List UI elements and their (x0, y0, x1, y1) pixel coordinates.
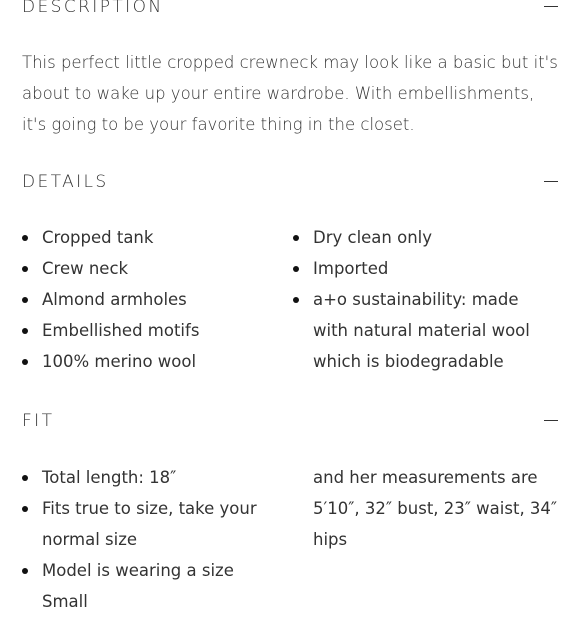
list-item: Embellished motifs (22, 315, 272, 346)
minus-icon[interactable] (544, 409, 558, 433)
description-text: This perfect little cropped crewneck may look like a basic but it's about to wake up your entire wardrobe. With embellishments, it's going to be your favorite thing in the closet. (22, 53, 558, 134)
fit-measurements-text: and her measurements are 5′10″, 32″ bust, 23″ waist, 34″ hips (313, 468, 558, 549)
list-item: 100% merino wool (22, 346, 272, 377)
list-item: Model is wearing a size Small (22, 555, 277, 617)
list-item: Crew neck (22, 253, 272, 284)
details-title: DETAILS (22, 172, 109, 192)
list-item: Cropped tank (22, 222, 272, 253)
minus-icon[interactable] (544, 170, 558, 194)
minus-icon[interactable] (544, 0, 558, 19)
list-item: Imported (293, 253, 558, 284)
list-item: Almond armholes (22, 284, 272, 315)
fit-list-left (22, 462, 277, 617)
list-item: Total length: 18″ (22, 462, 277, 493)
fit-title: FIT (22, 411, 55, 431)
list-item: Fits true to size, take your normal size (22, 493, 277, 555)
details-list-left (22, 222, 272, 377)
description-title: DESCRIPTION (22, 0, 164, 17)
list-item: Dry clean only (293, 222, 558, 253)
list-item: a+o sustainability: made with natural material wool which is biodegradable (293, 284, 558, 377)
fit-list-right (313, 462, 563, 555)
details-header[interactable] (22, 170, 558, 194)
description-header[interactable] (22, 0, 558, 19)
details-list-right (293, 222, 558, 377)
fit-header[interactable] (22, 409, 558, 433)
